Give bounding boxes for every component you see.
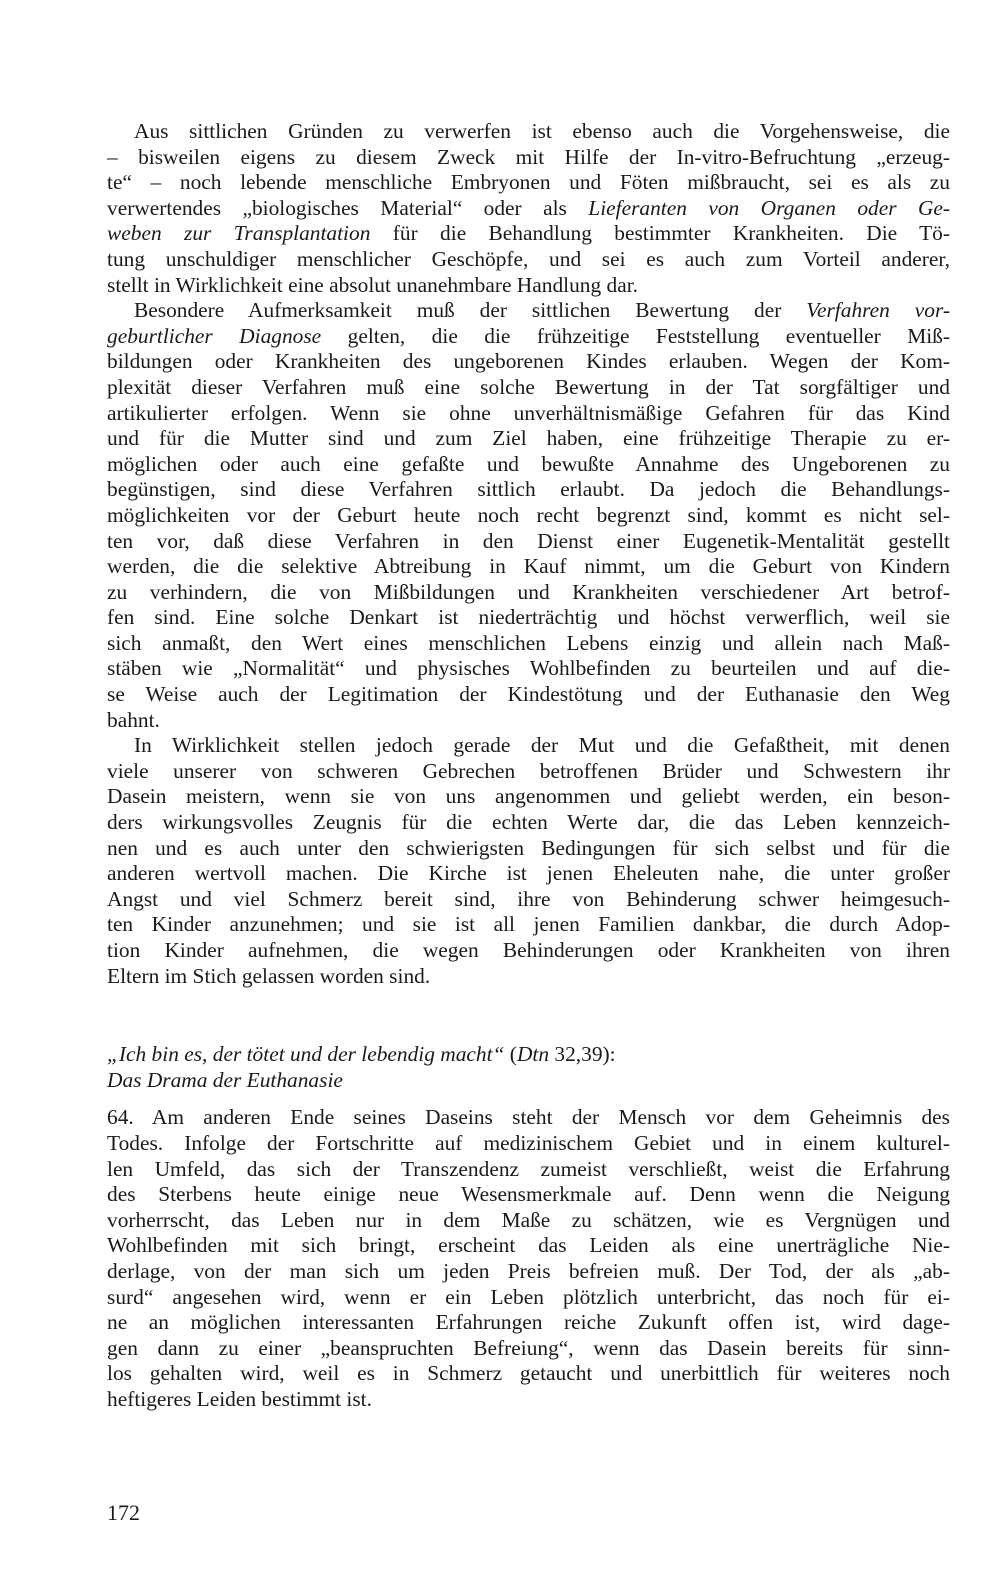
paragraph-4-line [107, 1310, 950, 1336]
text-run: Angst und viel Schmerz bereit sind, ihre von Behinderung schwer heimgesuch- [107, 886, 950, 911]
page-text [107, 119, 950, 1413]
text-run: anderen wertvoll machen. Die Kirche ist jenen Eheleuten nahe, die unter großer [107, 861, 950, 886]
paragraph-3-line [107, 964, 950, 990]
paragraph-1-line [107, 119, 950, 145]
text-run: ( [504, 1042, 517, 1067]
heading-line [107, 1068, 950, 1094]
paragraph-2-line [107, 503, 950, 529]
text-run: bildungen oder Krankheiten des ungeborenen Kindes erlauben. Wegen der Kom- [107, 349, 950, 374]
paragraph-2-line [107, 426, 950, 452]
text-run: plexität dieser Verfahren muß eine solche Bewertung in der Tat sorgfältiger und [107, 374, 950, 399]
text-run: ders wirkungsvolles Zeugnis für die echten Werte dar, die das Leben kennzeich- [107, 810, 950, 835]
paragraph-4-line [107, 1182, 950, 1208]
text-run: zu verhindern, die von Mißbildungen und Krankheiten verschiedener Art betrof- [107, 579, 950, 604]
paragraph-3-line [107, 938, 950, 964]
paragraph-1-line [107, 145, 950, 171]
italic-text: „Ich bin es, der tötet und der lebendig macht“ [107, 1042, 505, 1067]
text-run: verwertendes „biologisches Material“ oder als [107, 195, 589, 220]
text-run: In Wirklichkeit stellen jedoch gerade der Mut und die Gefaßtheit, mit denen [134, 733, 950, 758]
text-run: bahnt. [107, 707, 160, 732]
paragraph-3-line [107, 784, 950, 810]
text-run: gen dann zu einer „beanspruchten Befreiung“, wenn das Dasein bereits für sinn- [107, 1335, 950, 1360]
paragraph-4-line [107, 1285, 950, 1311]
paragraph-2-line [107, 605, 950, 631]
text-run: 64. Am anderen Ende seines Daseins steht der Mensch vor dem Geheimnis des [107, 1105, 950, 1130]
text-run: derlage, von der man sich um jeden Preis befreien muß. Der Tod, der als „ab- [107, 1258, 950, 1283]
text-run: surd“ angesehen wird, wenn er ein Leben plötzlich unterbricht, das noch für ei- [107, 1284, 950, 1309]
paragraph-2-line [107, 631, 950, 657]
paragraph-4-line [107, 1157, 950, 1183]
text-run: los gehalten wird, weil es in Schmerz getaucht und unerbittlich für weiteres noch [107, 1361, 950, 1386]
paragraph-4-line [107, 1361, 950, 1387]
text-run: Wohlbefinden mit sich bringt, erscheint das Leiden als eine unerträgliche Nie- [107, 1233, 950, 1258]
text-run: te“ – noch lebende menschliche Embryonen und Föten mißbraucht, sei es als zu [107, 170, 950, 195]
paragraph-3-line [107, 912, 950, 938]
text-run: se Weise auch der Legitimation der Kindestötung und der Euthanasie den Weg [107, 682, 950, 707]
italic-text: Das Drama der Euthanasie [107, 1067, 343, 1092]
paragraph-3-line [107, 836, 950, 862]
heading-gap [107, 1093, 950, 1105]
section-gap [107, 989, 950, 1042]
text-run: 32,39): [549, 1042, 616, 1067]
paragraph-2-line [107, 554, 950, 580]
paragraph-3-line [107, 810, 950, 836]
paragraph-1-line [107, 273, 950, 299]
text-run: möglichkeiten vor der Geburt heute noch recht begrenzt sind, kommt es nicht sel- [107, 502, 950, 527]
italic-text: Dtn [516, 1042, 550, 1067]
paragraph-1-line [107, 247, 950, 273]
paragraph-2-line [107, 708, 950, 734]
text-run: heftigeres Leiden bestimmt ist. [107, 1386, 372, 1411]
paragraph-2-line [107, 656, 950, 682]
text-run: ten Kinder anzunehmen; und sie ist all jenen Familien dankbar, die durch Adop- [107, 912, 950, 937]
paragraph-3-line [107, 861, 950, 887]
paragraph-1 [107, 119, 950, 298]
paragraph-4-line [107, 1336, 950, 1362]
text-run: artikulierter erfolgen. Wenn sie ohne unverhältnismäßige Gefahren für das Kind [107, 400, 950, 425]
paragraph-2-line [107, 682, 950, 708]
text-run: möglichen oder auch eine gefaßte und bewußte Annahme des Ungeborenen zu [107, 451, 950, 476]
page-number: 172 [107, 1500, 140, 1525]
text-run: ten vor, daß diese Verfahren in den Dienst einer Eugenetik-Mentalität gestellt [107, 528, 950, 553]
text-run: vorherrscht, das Leben nur in dem Maße zu schätzen, wie es Vergnügen und [107, 1207, 950, 1232]
text-run: stäben wie „Normalität“ und physisches Wohlbefinden zu beurteilen und auf die- [107, 656, 950, 681]
text-run: viele unserer von schweren Gebrechen betroffenen Brüder und Schwestern ihr [107, 758, 950, 783]
paragraph-2-line [107, 349, 950, 375]
italic-text: Verfahren vor- [806, 298, 951, 323]
paragraph-3-line [107, 759, 950, 785]
italic-text: Lieferanten von Organen oder Ge- [588, 195, 951, 220]
paragraph-2 [107, 298, 950, 733]
heading-line [107, 1042, 950, 1068]
text-run: begünstigen, sind diese Verfahren sittlich erlaubt. Da jedoch die Behandlungs- [107, 477, 950, 502]
paragraph-2-line [107, 375, 950, 401]
text-run: fen sind. Eine solche Denkart ist niederträchtig und höchst verwerflich, weil sie [107, 605, 950, 630]
paragraph-4-line [107, 1387, 950, 1413]
text-run: tung unschuldiger menschlicher Geschöpfe, und sei es auch zum Vorteil anderer, [107, 246, 950, 271]
text-run: gelten, die die frühzeitige Feststellung eventueller Miß- [321, 323, 950, 348]
paragraph-2-line [107, 401, 950, 427]
paragraph-4-line [107, 1233, 950, 1259]
paragraph-2-line [107, 529, 950, 555]
text-run: nen und es auch unter den schwierigsten Bedingungen für sich selbst und für die [107, 835, 950, 860]
paragraph-4-line [107, 1259, 950, 1285]
paragraph-3 [107, 733, 950, 989]
italic-text: geburtlicher Diagnose [107, 323, 322, 348]
text-run: Todes. Infolge der Fortschritte auf medizinischem Gebiet und in einem kulturel- [107, 1130, 950, 1155]
paragraph-4-line [107, 1208, 950, 1234]
text-run: werden, die die selektive Abtreibung in Kauf nimmt, um die Geburt von Kindern [107, 554, 950, 579]
text-run: Aus sittlichen Gründen zu verwerfen ist ebenso auch die Vorgehensweise, die [134, 119, 950, 143]
paragraph-1-line [107, 221, 950, 247]
text-run: ne an möglichen interessanten Erfahrungen reiche Zukunft offen ist, wird dage- [107, 1310, 950, 1335]
text-run: tion Kinder aufnehmen, die wegen Behinderungen oder Krankheiten von ihren [107, 938, 950, 962]
section-heading [107, 1042, 950, 1093]
text-run: Dasein meistern, wenn sie von uns angenommen und geliebt werden, ein beson- [107, 784, 950, 809]
text-run: stellt in Wirklichkeit eine absolut unanehmbare Handlung dar. [107, 272, 638, 297]
paragraph-2-line [107, 477, 950, 503]
paragraph-1-line [107, 196, 950, 222]
text-run: sich anmaßt, den Wert eines menschlichen Lebens einzig und allein nach Maß- [107, 630, 950, 655]
paragraph-2-line [107, 324, 950, 350]
text-run: für die Behandlung bestimmter Krankheiten. Die Tö- [370, 221, 950, 246]
italic-text: weben zur Transplantation [107, 221, 371, 246]
paragraph-3-line [107, 887, 950, 913]
text-run: und für die Mutter sind und zum Ziel haben, eine frühzeitige Therapie zu er- [107, 426, 950, 451]
paragraph-64 [107, 1105, 950, 1412]
paragraph-2-line [107, 452, 950, 478]
text-run: Besondere Aufmerksamkeit muß der sittlichen Bewertung der [134, 298, 807, 323]
paragraph-2-line [107, 298, 950, 324]
text-run: len Umfeld, das sich der Transzendenz zumeist verschließt, weist die Erfahrung [107, 1156, 950, 1181]
paragraph-1-line [107, 170, 950, 196]
paragraph-4-line [107, 1105, 950, 1131]
paragraph-2-line [107, 580, 950, 606]
paragraph-4-line [107, 1131, 950, 1157]
text-run: Eltern im Stich gelassen worden sind. [107, 963, 431, 988]
text-run: – bisweilen eigens zu diesem Zweck mit Hilfe der In-vitro-Befruchtung „erzeug- [107, 144, 950, 169]
text-run: des Sterbens heute einige neue Wesensmerkmale auf. Denn wenn die Neigung [107, 1182, 950, 1207]
paragraph-3-line [107, 733, 950, 759]
